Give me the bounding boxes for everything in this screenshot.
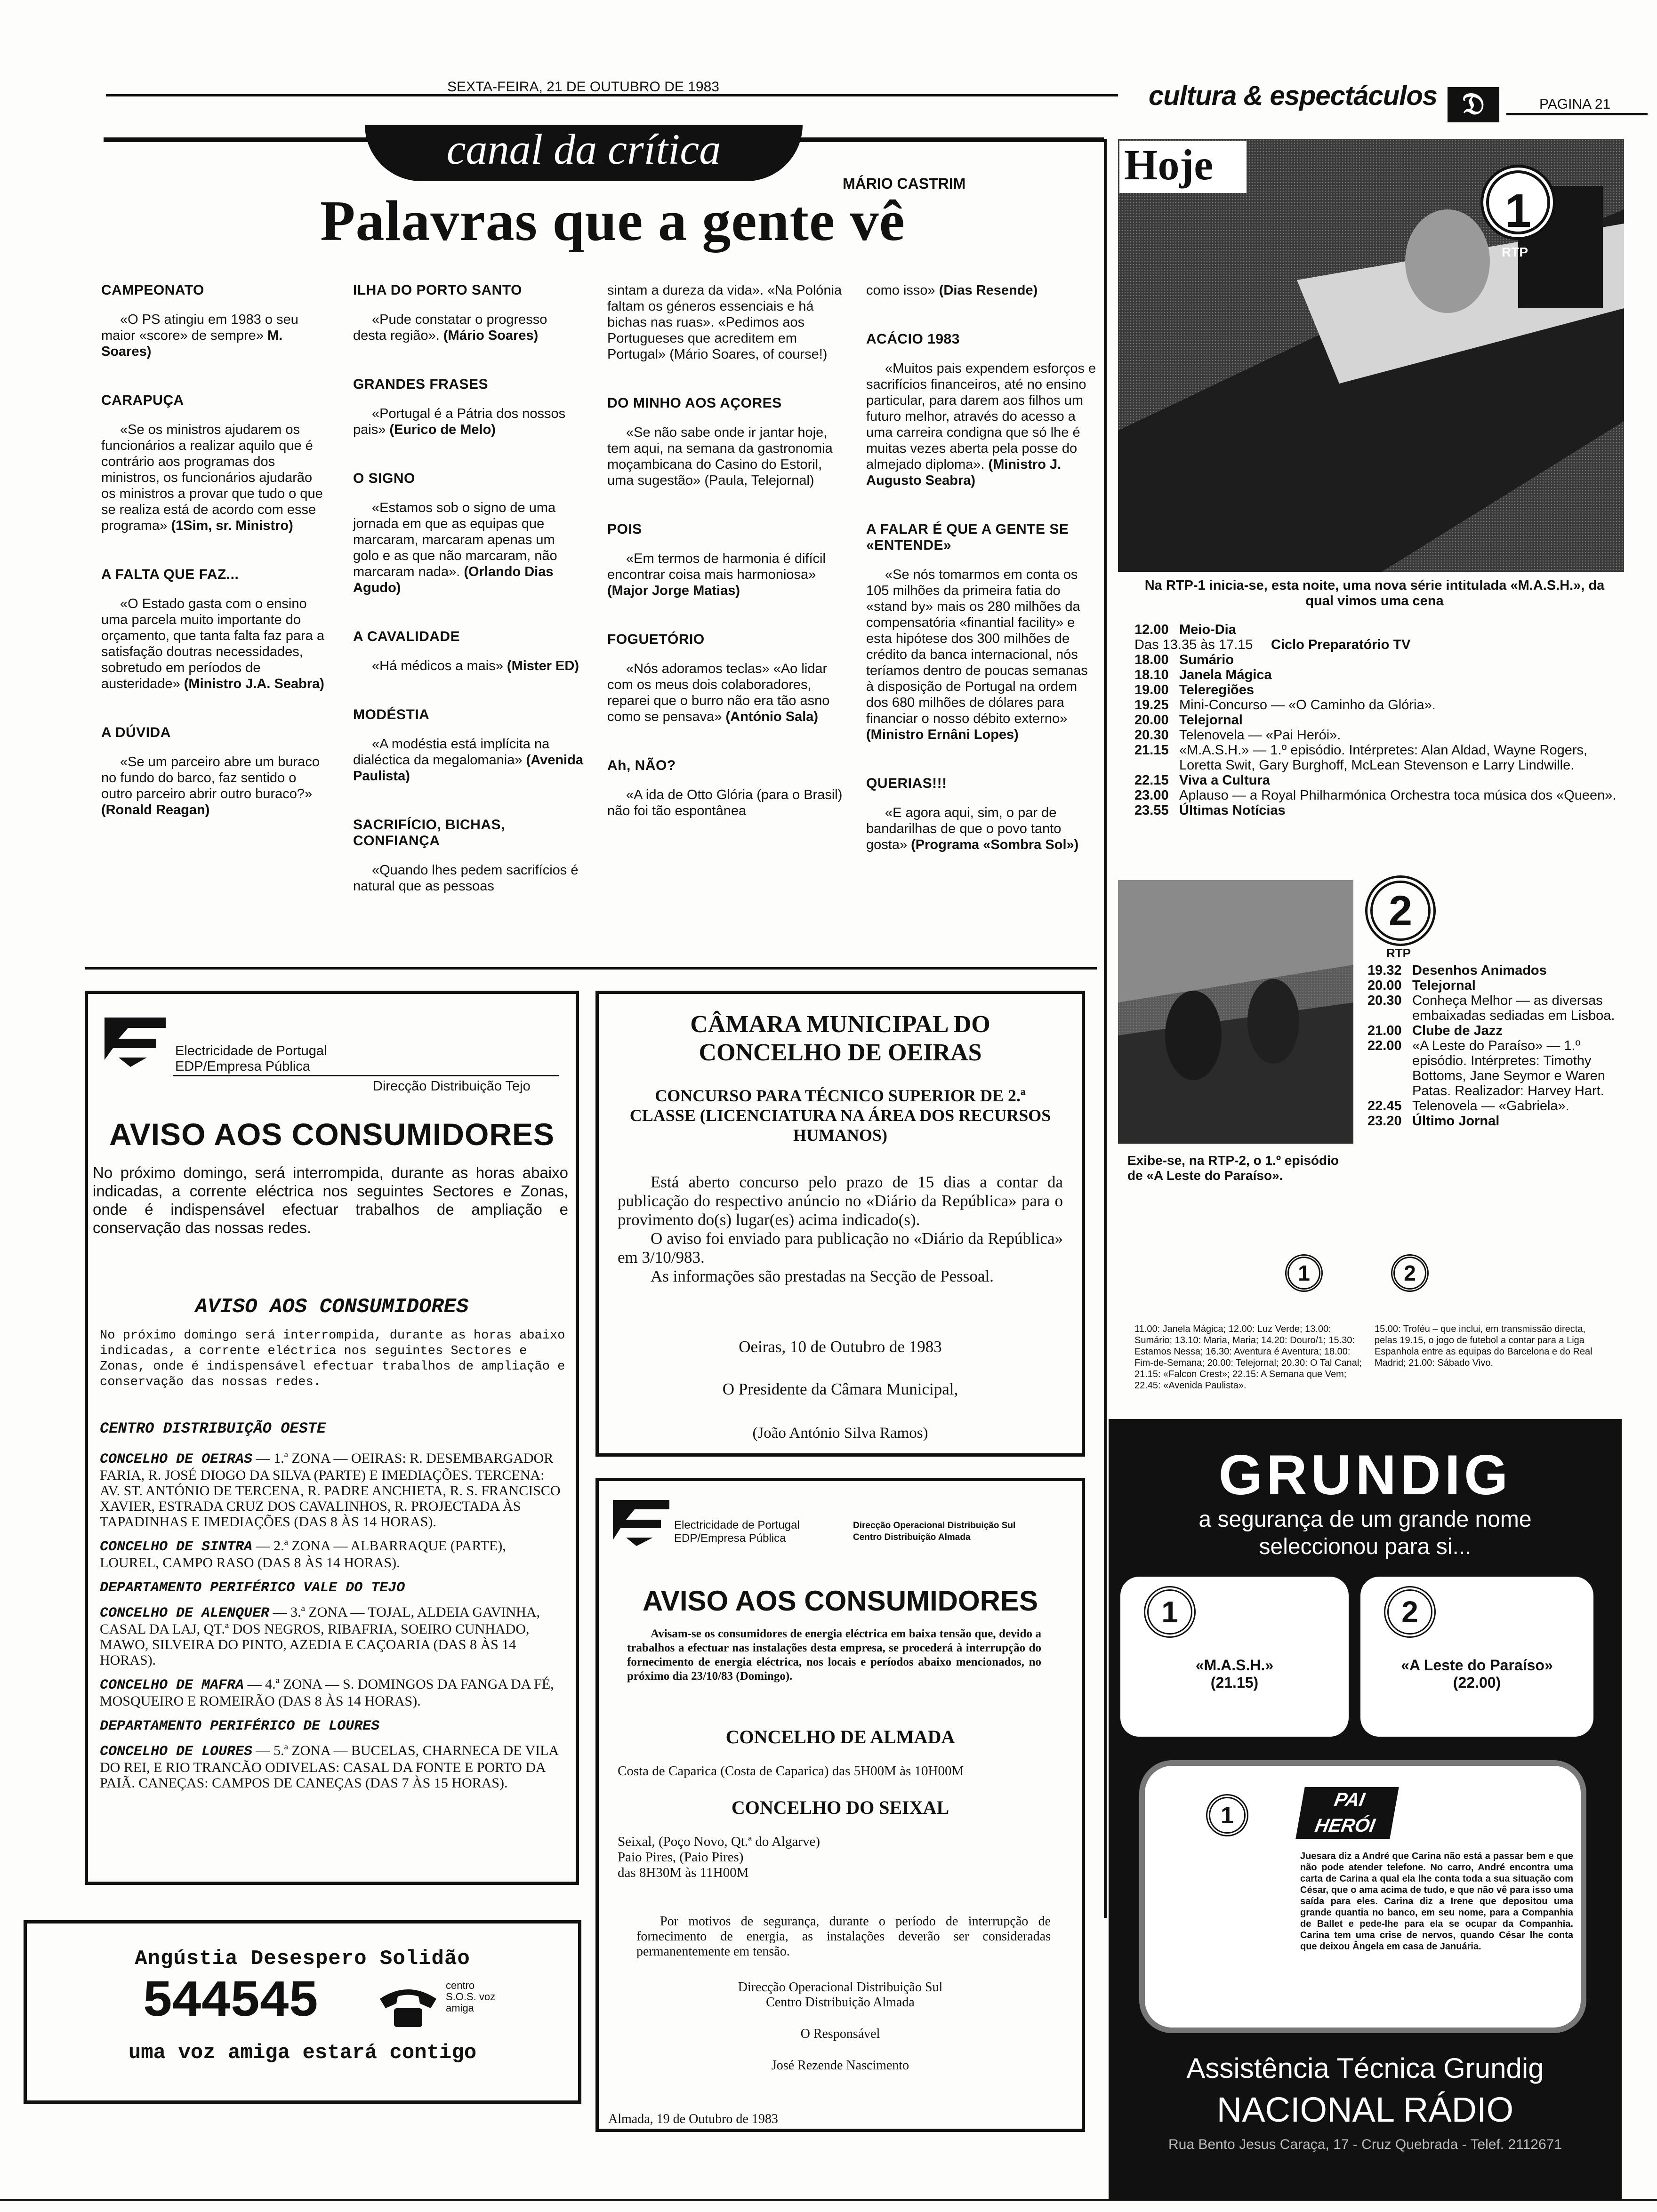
critica-heading: ILHA DO PORTO SANTO — [353, 282, 522, 298]
rtp2-logo: 2 — [1365, 875, 1436, 946]
oeiras-body — [618, 1173, 1063, 1286]
critica-heading: A DÚVIDA — [101, 725, 171, 740]
critica-heading: DO MINHO AOS AÇORES — [607, 395, 782, 411]
section-title: cultura & espectáculos — [1149, 80, 1437, 111]
critica-author: MÁRIO CASTRIM — [843, 175, 966, 192]
oeiras-date: Oeiras, 10 de Outubro de 1983 — [739, 1338, 942, 1356]
critica-heading: POIS — [607, 521, 642, 537]
rtp2-row: 22.45 Telenovela — «Gabriela». — [1367, 1098, 1569, 1114]
rtp1-row: 18.00 Sumário — [1134, 652, 1234, 667]
oeiras-name: (João António Silva Ramos) — [752, 1425, 928, 1442]
rtp1-tv-logo: 1 — [1206, 1794, 1248, 1836]
edp-concelho-detail — [618, 1834, 1070, 1881]
critica-quote: «O Estado gasta com o ensino uma parcela muito importante do orçamento, que tanta falta faz para a satisfação doutras necessidades, sobretudo em períodos de austeridade» (Ministro J.A. Seabra) — [101, 596, 324, 691]
edp-company-line: EDP/Empresa Pública — [175, 1059, 310, 1074]
critica-quote: «Há médicos a mais» (Mister ED) — [372, 658, 579, 673]
edp-zone: CONCELHO DE ALENQUER — 3.ª ZONA — TOJAL, ALDEIA GAVINHA, CASAL DA LAJ, QT.ª DOS NEGROS, RIBAFRIA, SOEIRO CUNHADO, MAWO, SILVEIRA DO PINTO, AZEDIA E CAÇOARIA (DAS 8 ÀS 14 HORAS). — [100, 1604, 540, 1668]
critica-banner: canal da crítica — [365, 125, 803, 181]
critica-quote: sintam a dureza da vida». «Na Polónia faltam os géneros essenciais e há bichas nas ruas». «Pedimos aos Portugueses que acreditem em Portugal» (Mário Soares, of course!) — [607, 283, 842, 362]
edp-rule — [173, 1075, 559, 1076]
rtp2-card-logo: 2 — [1384, 1586, 1436, 1638]
critica-quote: «Nós adoramos teclas» «Ao lidar com os meus dois colaboradores, reparei que o burro não era tão asno como se pensava» (António Sala) — [607, 661, 830, 724]
critica-heading: MODÉSTIA — [353, 707, 430, 722]
edp-title: AVISO AOS CONSUMIDORES — [109, 1117, 555, 1152]
rtp1-schedule — [1134, 622, 1619, 818]
hoje-title: Hoje — [1119, 141, 1247, 193]
pai-heroi-synopsis: Juesara diz a André que Carina não está a passar bem e que não pode atender telefone. No carro, André encontra uma carta de Carina a qual ela lhe conta toda a sua situação com César, que o ama acima de tudo, e que não vê para isso uma saída para eles. Carina diz a Irene que depositou uma grande quantia no banco, em seu nome, para a Companhia de Ballet e pede-lhe para ela se ocupar da Companhia. Carina tem uma crise de nervos, quando César lhe conta que deixou Ângela em casa de Januária. — [1300, 1851, 1573, 1952]
edp-zone: CONCELHO DE OEIRAS — 1.ª ZONA — OEIRAS: R. DESEMBARGADOR FARIA, R. JOSÉ DIOGO DA SILVA (PARTE) E IMEDIAÇÕES. TERCENA: AV. ST. ANTÓNIO DE TERCENA, R. PADRE ANCHIETA, R. S. FRANCISCO XAVIER, ESTRADA CRUZ DOS CAVALINHOS, R. PROJECTADA ÀS TAPADINHAS E IMEDIAÇÕES (DAS 8 ÀS 14 HORAS). — [100, 1451, 561, 1530]
rtp1-row: 19.00 Teleregiões — [1134, 682, 1255, 697]
critica-col-2 — [353, 282, 584, 894]
newspaper-logo: 𝔇 — [1448, 87, 1499, 122]
rtp1-row: Das 13.35 às 17.15 Ciclo Preparatório TV — [1134, 637, 1411, 652]
critica-quote: «Se os ministros ajudarem os funcionários a realizar aquilo que é contrário aos programas dos ministros, os funcionários ajudarão os ministros a provar que tudo o que se realiza está de acordo com esse programa» (1Sim, sr. Ministro) — [101, 422, 323, 533]
oeiras-paragraph: As informações são prestadas na Secção de Pessoal. — [651, 1267, 994, 1285]
rtp1-row: 19.25 Mini-Concurso — «O Caminho da Glória». — [1134, 697, 1436, 713]
sos-headline: Angústia Desespero Solidão — [135, 1947, 470, 1971]
critica-quote: «Em termos de harmonia é difícil encontrar coisa mais harmoniosa» (Major Jorge Matias) — [607, 551, 826, 598]
oeiras-subtitle: CONCURSO PARA TÉCNICO SUPERIOR DE 2.ª CLASSE (LICENCIATURA NA ÁREA DOS RECURSOS HUMANOS) — [629, 1086, 1051, 1145]
sos-ad — [24, 1920, 581, 2104]
oeiras-paragraph: Está aberto concurso pelo prazo de 15 dias a contar da publicação do respectivo anúncio no «Diário da República» para o provimento do(s) lugar(es) acima indicado(s). — [618, 1173, 1063, 1229]
edp-detail-line: Paio Pires, (Paio Pires) — [618, 1850, 744, 1865]
critica-quote: «Se não sabe onde ir jantar hoje, tem aqui, na semana da gastronomia moçambicana do Casino do Estoril, uma sugestão» (Paula, Telejornal) — [607, 425, 833, 488]
rtp2-row: 22.00 «A Leste do Paraíso» — 1.º episódio. Intérpretes: Timothy Bottoms, Jane Seymor e Waren Patas. Realizador: Harvey Hart. — [1367, 1038, 1605, 1098]
pai-heroi-logo: PAI HERÓI — [1295, 1787, 1399, 1839]
grundig-service: Assistência Técnica Grundig — [1186, 2052, 1544, 2084]
critica-quote: «Pude constatar o progresso desta região». (Mário Soares) — [353, 312, 547, 343]
rtp1-row: 23.55 Últimas Notícias — [1134, 803, 1286, 818]
oeiras-ad — [595, 991, 1085, 1457]
edp-zone: CONCELHO DE SINTRA — 2.ª ZONA — ALBARRAQUE (PARTE), LOUREL, CAMPO RASO (DAS 8 ÀS 14 HORAS). — [100, 1538, 506, 1571]
critica-heading: A FALAR É QUE A GENTE SE «ENTENDE» — [866, 521, 1069, 553]
critica-col-3 — [607, 282, 847, 819]
edp-title-2: AVISO AOS CONSUMIDORES — [195, 1295, 469, 1319]
edp-detail-line: Seixal, (Poço Novo, Qt.ª do Algarve) — [618, 1834, 820, 1849]
critica-heading: QUERIAS!!! — [866, 776, 947, 791]
critica-heading: ACÁCIO 1983 — [866, 331, 960, 347]
edp-zone: DEPARTAMENTO PERIFÉRICO DE LOURES — [100, 1718, 380, 1734]
edp-signature-line: José Rezende Nascimento — [771, 2058, 909, 2073]
edp-logo — [100, 1013, 170, 1067]
edp-zone: DEPARTAMENTO PERIFÉRICO VALE DO TEJO — [100, 1580, 405, 1596]
edp-zones — [100, 1451, 566, 1791]
critica-heading: Ah, NÃO? — [607, 758, 676, 773]
rtp1-row: 18.10 Janela Mágica — [1134, 667, 1272, 682]
critica-quote: como isso» (Dias Resende) — [866, 283, 1038, 298]
critica-col-1 — [101, 282, 327, 818]
rtp1-row: 20.00 Telejornal — [1134, 713, 1243, 728]
critica-quote: «Quando lhes pedem sacrifícios é natural que as pessoas — [353, 863, 579, 894]
grundig-show-card — [1120, 1577, 1349, 1737]
edp-intro: Avisam-se os consumidores de energia eléctrica em baixa tensão que, devido a trabalhos a efectuar nas instalações desta empresa, se procederá à interrupção do fornecimento de energia eléctrica, nos locais e períodos abaixo mencionados, no próximo dia 23/10/83 (Domingo). — [627, 1627, 1041, 1683]
critica-col-4 — [866, 282, 1097, 853]
edp-zone: CONCELHO DE MAFRA — 4.ª ZONA — S. DOMINGOS DA FANGA DA FÉ, MOSQUEIRO E ROMEIRÃO (DAS 8 ÀS 14 HORAS). — [100, 1676, 554, 1709]
grundig-show-time: (22.00) — [1453, 1674, 1501, 1691]
rtp1-logo: 1 — [1480, 165, 1556, 240]
rtp1-row: 12.00 Meio-Dia — [1134, 622, 1236, 637]
rtp2-row: 23.20 Último Jornal — [1367, 1114, 1500, 1129]
phone-icon — [375, 1980, 441, 2032]
critica-quote: «Portugal é a Pátria dos nossos pais» (Eurico de Melo) — [353, 406, 566, 437]
edp-dept-line: Direcção Operacional Distribuição Sul — [853, 1521, 1016, 1531]
sos-phone: 544545 — [142, 1973, 318, 2032]
edp-date: Almada, 19 de Outubro de 1983 — [608, 2112, 778, 2126]
grundig-dealer: NACIONAL RÁDIO — [1216, 2090, 1514, 2129]
rtp2-row: 20.30 Conheça Melhor — as diversas embaixadas sediadas em Lisboa. — [1367, 993, 1615, 1023]
rtp2-caption: Exibe-se, na RTP-2, o 1.º episódio de «A Leste do Paraíso». — [1127, 1153, 1339, 1183]
oeiras-title-line: CONCELHO DE OEIRAS — [699, 1039, 982, 1066]
header-date: SEXTA-FEIRA, 21 DE OUTUBRO DE 1983 — [447, 79, 719, 95]
rtp1-caption: Na RTP-1 inicia-se, esta noite, uma nova série intitulada «M.A.S.H.», da qual vimos uma cena — [1144, 578, 1605, 609]
edp-safety: Por motivos de segurança, durante o período de interrupção de fornecimento de energia, as instalações deverão ser consideradas permanentemente em tensão. — [636, 1914, 1051, 1959]
column-divider — [1104, 139, 1107, 1918]
rtp2-row: 21.00 Clube de Jazz — [1367, 1023, 1503, 1038]
edp-concelho: CONCELHO DE ALMADA — [725, 1726, 955, 1747]
edp-almada-ad — [595, 1478, 1085, 2132]
leste-scene — [1118, 880, 1353, 1144]
edp-company-line: Electricidade de Portugal — [175, 1043, 327, 1058]
edp-concelho: CONCELHO DO SEIXAL — [731, 1797, 949, 1818]
edp-signature-line: O Responsável — [800, 2027, 880, 2041]
grundig-brand: GRUNDIG — [1218, 1443, 1512, 1507]
oeiras-paragraph: O aviso foi enviado para publicação no «Diário da República» em 3/10/983. — [618, 1229, 1063, 1266]
edp-zone: CONCELHO DE LOURES — 5.ª ZONA — BUCELAS, CHARNECA DE VILA DO REI, E RIO TRANCÃO ODIVELAS: CASAL DA FONTE E PORTO DA PAIÃ. CANEÇAS: CAMPOS DE CANEÇAS (DAS 7 ÀS 15 HORAS). — [100, 1743, 558, 1791]
edp-company — [674, 1519, 800, 1545]
critica-quote: «Se um parceiro abre um buraco no fundo do barco, faz sentido o outro parceiro abrir outro buraco?» (Ronald Reagan) — [101, 754, 320, 817]
oeiras-title-line: CÂMARA MUNICIPAL DO — [690, 1011, 990, 1038]
rtp1-row: 20.30 Telenovela — «Pai Herói». — [1134, 728, 1341, 743]
grundig-show-card — [1360, 1577, 1593, 1737]
edp-company-line: Electricidade de Portugal — [674, 1519, 800, 1531]
rtp2-row: 19.32 Desenhos Animados — [1367, 963, 1547, 978]
critica-quote: «A ida de Otto Glória (para o Brasil) não foi tão espontânea — [607, 787, 843, 818]
page-number: PAGINA 21 — [1539, 96, 1611, 112]
critica-heading: A CAVALIDADE — [353, 629, 460, 644]
header-rule-right — [1506, 113, 1648, 115]
grundig-show-title: «M.A.S.H.» — [1195, 1657, 1274, 1674]
edp-intro: No próximo domingo, será interrompida, durante as horas abaixo indicadas, a corrente eléctrica nos seguintes Sectores e Zonas, onde é indispensável efectuar trabalhos de ampliação e conservação das nossas redes. — [93, 1164, 568, 1236]
grundig-show-time: (21.15) — [1210, 1674, 1259, 1691]
rtp1-row: 23.00 Aplauso — a Royal Philharmónica Orchestra toca música dos «Queen». — [1134, 788, 1617, 803]
rtp2-small-logo: 2 — [1391, 1254, 1429, 1292]
leste-photo — [1118, 880, 1353, 1144]
rtp2-amanha: 15.00: Troféu – que inclui, em transmissão directa, pelas 19.15, o jogo de futebol a contar para a Liga Espanhola entre as equipas do Barcelona e do Real Madrid; 21.00: Sábado Vivo. — [1375, 1324, 1593, 1368]
rtp1-card-logo: 1 — [1144, 1586, 1196, 1638]
sos-tagline: uma voz amiga estará contigo — [128, 2041, 477, 2065]
edp-intro-2: No próximo domingo será interrompida, durante as horas abaixo indicadas, a corrente eléctrica nos seguintes Sectores e Zonas, onde é indispensável efectuar trabalhos de ampliação e conservação das nossas redes. — [100, 1329, 565, 1389]
critica-heading: A FALTA QUE FAZ... — [101, 567, 239, 582]
rtp2-schedule — [1367, 963, 1622, 1129]
edp-company-line: EDP/Empresa Pública — [674, 1532, 786, 1545]
critica-heading: GRANDES FRASES — [353, 377, 489, 392]
critica-quote: «E agora aqui, sim, o par de bandarilhas de que o povo tanto gosta» (Programa «Sombra Sol») — [866, 805, 1079, 852]
edp-detail-line: das 8H30M às 11H00M — [618, 1865, 749, 1880]
edp-dept-line: Centro Distribuição Almada — [853, 1532, 971, 1542]
grundig-slogan-line: seleccionou para si... — [1259, 1534, 1472, 1559]
critica-quote: «Muitos pais expendem esforços e sacrifícios financeiros, até no ensino particular, para darem aos filhos um futuro melhor, através do acesso a uma carreira condigna que só lhe é muitas vezes aberta pela posse do almejado diploma». (Ministro J. Augusto Seabra) — [866, 361, 1096, 488]
grundig-slogan-line: a segurança de um grande nome — [1199, 1507, 1532, 1532]
edp-dept — [853, 1520, 1015, 1543]
grundig-show-title: «A Leste do Paraíso» — [1401, 1657, 1553, 1674]
edp-signature-line: Centro Distribuição Almada — [766, 1995, 915, 2010]
rtp2-row: 20.00 Telejornal — [1367, 978, 1476, 993]
critica-quote: «A modéstia está implícita na dialéctica da megalomania» (Avenida Paulista) — [353, 737, 583, 784]
rtp1-logo-label: RTP — [1502, 245, 1528, 259]
edp-company — [175, 1043, 327, 1074]
critica-title: Palavras que a gente vê — [320, 189, 905, 253]
grundig-tv — [1139, 1760, 1586, 2033]
critica-heading: O SIGNO — [353, 471, 415, 486]
sos-tag: centro S.O.S. voz amiga — [446, 1980, 496, 2014]
rtp2-logo-label: RTP — [1386, 946, 1411, 960]
critica-heading: CARAPUÇA — [101, 393, 184, 408]
edp-signature — [599, 1980, 1082, 2073]
critica-heading: FOGUETÓRIO — [607, 632, 705, 647]
edp-centro: CENTRO DISTRIBUIÇÃO OESTE — [100, 1420, 326, 1437]
edp-logo — [608, 1495, 674, 1547]
edp-concelho-detail: Costa de Caparica (Costa de Caparica) das 5H00M às 10H00M — [618, 1763, 964, 1779]
critica-heading: SACRIFÍCIO, BICHAS, CONFIANÇA — [353, 817, 505, 849]
edp-dept: Direcção Distribuição Tejo — [373, 1079, 531, 1094]
rtp1-row: 22.15 Viva a Cultura — [1134, 773, 1270, 788]
edp-title: AVISO AOS CONSUMIDORES — [642, 1585, 1038, 1617]
page-bottom-rule — [0, 2199, 1657, 2201]
edp-tejo-ad — [85, 991, 579, 1885]
grundig-address: Rua Bento Jesus Caraça, 17 - Cruz Quebrada - Telef. 2112671 — [1168, 2137, 1562, 2152]
oeiras-signatory: O Presidente da Câmara Municipal, — [722, 1380, 958, 1398]
oeiras-title — [599, 1010, 1082, 1067]
grundig-slogan — [1109, 1506, 1622, 1561]
rtp1-amanha: 11.00: Janela Mágica; 12.00: Luz Verde; 13.00: Sumário; 13.10: Maria, Maria; 14.20: Douro/1; 15.30: Estamos Nessa; 16.30: Aventura é Aventura; 18.00: Fim-de-Semana; 20.00: Telejornal; 20.30: O Tal Canal; 21.15: «Falcon Crest»; 22.15: A Semana que Vem; 22.45: «Avenida Paulista». — [1134, 1324, 1362, 1391]
rtp1-row: 21.15 «M.A.S.H.» — 1.º episódio. Intérpretes: Alan Aldad, Wayne Rogers, Loretta Swit, Gary Burghoff, McLean Stevenson e Larry Lindwille. — [1134, 743, 1588, 773]
critica-heading: CAMPEONATO — [101, 282, 204, 298]
edp-signature-line: Direcção Operacional Distribuição Sul — [738, 1980, 943, 1995]
critica-bottom-rule — [85, 967, 1097, 970]
critica-quote: «O PS atingiu em 1983 o seu maior «score» de sempre» M. Soares) — [101, 312, 298, 359]
rtp1-small-logo: 1 — [1285, 1254, 1323, 1292]
critica-quote: «Estamos sob o signo de uma jornada em que as equipas que marcaram, marcaram apenas um golo e as que não marcaram, não marcaram nada». (Orlando Dias Agudo) — [353, 500, 557, 595]
critica-quote: «Se nós tomarmos em conta os 105 milhões da primeira fatia do «stand by» mais os 280 milhões da compensatória «finantial facility» e esta hipótese dos 300 milhões de crédito da banca internacional, nós teríamos dentro de poucas semanas à disposição de Portugal na ordem dos 680 milhões de dólares para financiar o nosso débito externo» (Ministro Ernâni Lopes) — [866, 567, 1088, 742]
